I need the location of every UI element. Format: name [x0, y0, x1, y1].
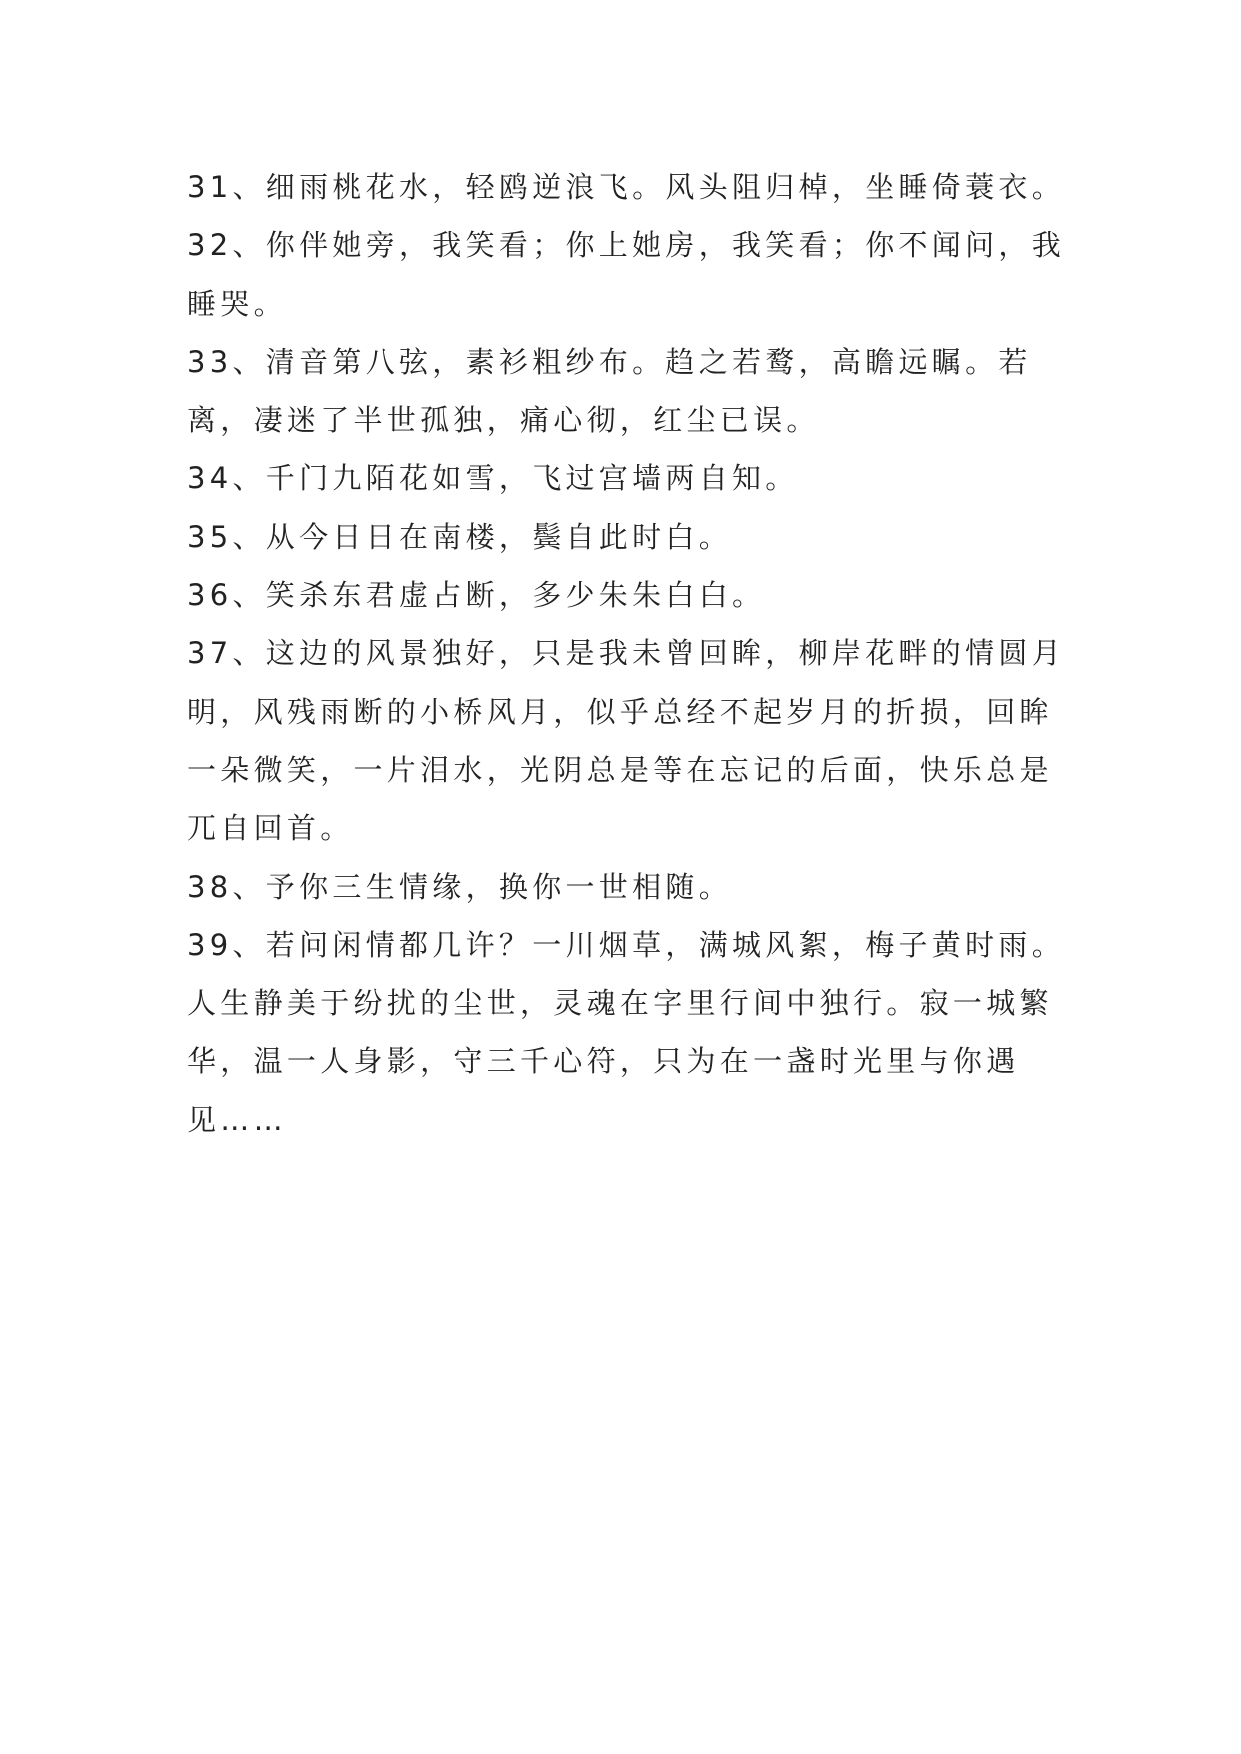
paragraph-32: 32、你伴她旁，我笑看；你上她房，我笑看；你不闻问，我睡哭。 [187, 228, 1066, 321]
paragraph-37: 37、这边的风景独好，只是我未曾回眸，柳岸花畔的情圆月明，风残雨断的小桥风月，似乎总经不起岁月的折损，回眸一朵微笑，一片泪水，光阴总是等在忘记的后面，快乐总是兀自回首。 [187, 636, 1066, 846]
document-body [187, 158, 1067, 1149]
paragraph-35: 35、从今日日在南楼，鬓自此时白。 [187, 519, 733, 554]
paragraph-39: 39、若问闲情都几许？一川烟草，满城风絮，梅子黄时雨。人生静美于纷扰的尘世，灵魂在字里行间中独行。寂一城繁华，温一人身影，守三千心符，只为在一盏时光里与你遇见…… [187, 927, 1066, 1137]
paragraph-34: 34、千门九陌花如雪，飞过宫墙两自知。 [187, 461, 799, 496]
paragraph-36: 36、笑杀东君虚占断，多少朱朱白白。 [187, 578, 766, 613]
paragraph-31: 31、细雨桃花水，轻鸥逆浪飞。风头阻归棹，坐睡倚蓑衣。 [187, 170, 1066, 204]
paragraph-33: 33、清音第八弦，素衫粗纱布。趋之若鹜，高瞻远瞩。若离，凄迷了半世孤独，痛心彻，红尘已误。 [187, 344, 1032, 438]
paragraph-38: 38、予你三生情缘，换你一世相随。 [187, 869, 733, 904]
